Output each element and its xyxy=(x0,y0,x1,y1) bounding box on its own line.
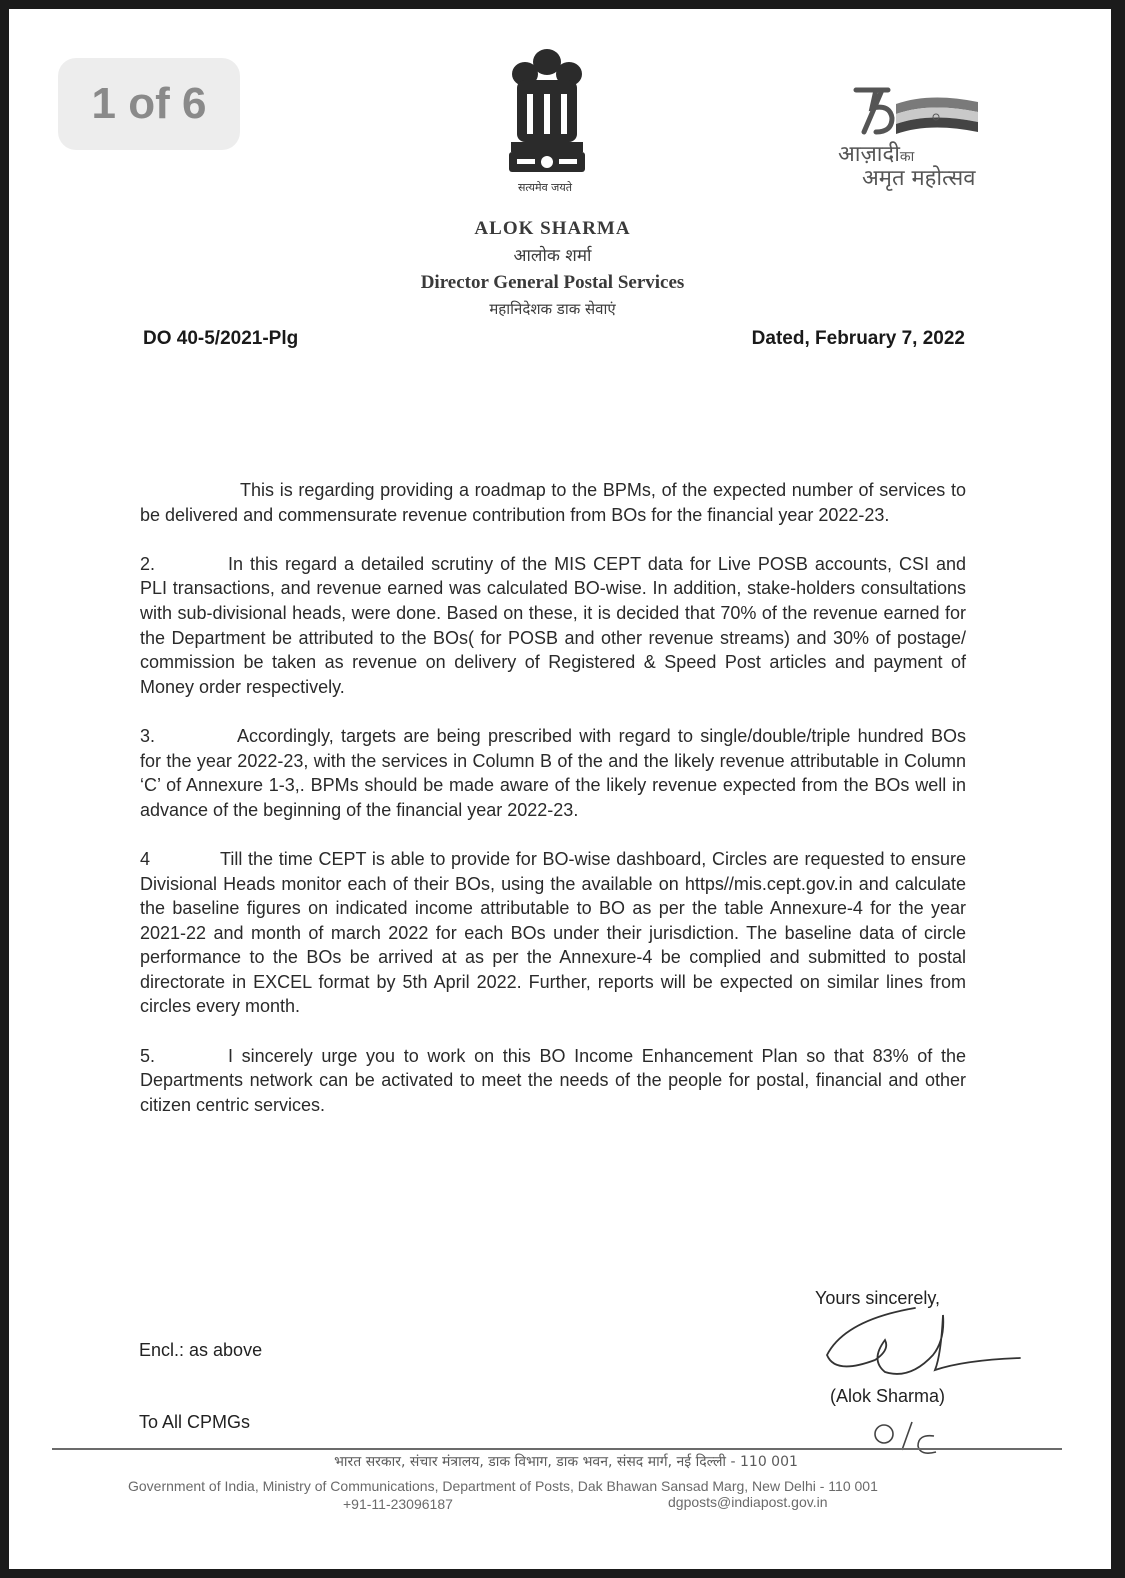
footer-address-english: Government of India, Ministry of Communications, Department of Posts, Dak Bhawan Sansad Marg, New Delhi - 110 001 xyxy=(128,1478,878,1494)
footer-divider xyxy=(52,1448,1062,1450)
enclosure-note: Encl.: as above xyxy=(139,1340,263,1360)
emblem-motto: सत्यमेव जयते xyxy=(517,181,572,194)
closing-salutation: Yours sincerely, xyxy=(815,1288,941,1308)
recipient: To All CPMGs xyxy=(139,1412,251,1432)
footer-email: dgposts@indiapost.gov.in xyxy=(668,1494,828,1510)
letter-body xyxy=(140,478,966,1142)
sender-title: Director General Postal Services xyxy=(420,272,685,293)
page-indicator: 1 of 6 xyxy=(58,58,240,150)
footer-address-hindi: भारत सरकार, संचार मंत्रालय, डाक विभाग, डाक भवन, संसद मार्ग, नई दिल्ली - 110 001 xyxy=(334,1454,798,1470)
azadi-logo-text-2: अमृत महोत्सव xyxy=(862,166,976,191)
paragraph-5: 5. I sincerely urge you to work on this BO Income Enhancement Plan so that 83% of the Departments network can be activated to meet the needs of the people for postal, financial and other citizen centric services. xyxy=(140,1045,966,1115)
paragraph-3: 3. Accordingly, targets are being prescribed with regard to single/double/triple hundred BOs for the year 2022-23, with the services in Column B of the and the likely revenue attributable in Column ‘C’ of Annexure 1-3,. BPMs should be made aware of the likely revenue expected from the BOs well in advance of the beginning of the financial year 2022-23. xyxy=(140,725,966,820)
national-emblem-icon xyxy=(497,44,597,184)
azadi-logo-text-1: आज़ादीका xyxy=(838,142,915,167)
handwritten-signature xyxy=(815,1300,1025,1390)
paragraph-4: 4 Till the time CEPT is able to provide for BO-wise dashboard, Circles are requested to ensure Divisional Heads monitor each of their BOs, using the available on https//mis.cept.gov.in and calculate the baseline figures on indicated income attributable to BO as per the table Annexure-4 for the year 2021-22 and month of march 2022 for each BOs under their jurisdiction. The baseline data of circle performance to the BOs be arrived at as per the Annexure-4 be complied and submitted to postal directorate in EXCEL format by 5th April 2022. Further, reports will be expected on similar lines from circles every month. xyxy=(140,848,966,1017)
sender-name: ALOK SHARMA xyxy=(474,218,631,239)
letterhead-header xyxy=(300,216,805,322)
letter-date: Dated, February 7, 2022 xyxy=(751,328,965,349)
paragraph-2: 2. In this regard a detailed scrutiny of the MIS CEPT data for Live POSB accounts, CSI and PLI transactions, and revenue earned was calculated BO-wise. In addition, stake-holders consultations with sub-divisional heads, were done. Based on these, it is decided that 70% of the revenue earned for the Department be attributed to the BOs( for POSB and other revenue streams) and 30% of postage/ commission be taken as revenue on delivery of Registered & Speed Post articles and payment of Money order respectively. xyxy=(140,553,966,697)
sender-name-hindi: आलोक शर्मा xyxy=(513,246,592,266)
footer-phone: +91-11-23096187 xyxy=(343,1496,453,1512)
reference-number: DO 40-5/2021-Plg xyxy=(143,328,299,349)
signee-name: (Alok Sharma) xyxy=(830,1386,946,1406)
paragraph-1: This is regarding providing a roadmap to the BPMs, of the expected number of services to be delivered and commensurate revenue contribution from BOs for the financial year 2022-23. xyxy=(140,480,966,525)
sender-title-hindi: महानिदेशक डाक सेवाएं xyxy=(489,300,616,318)
